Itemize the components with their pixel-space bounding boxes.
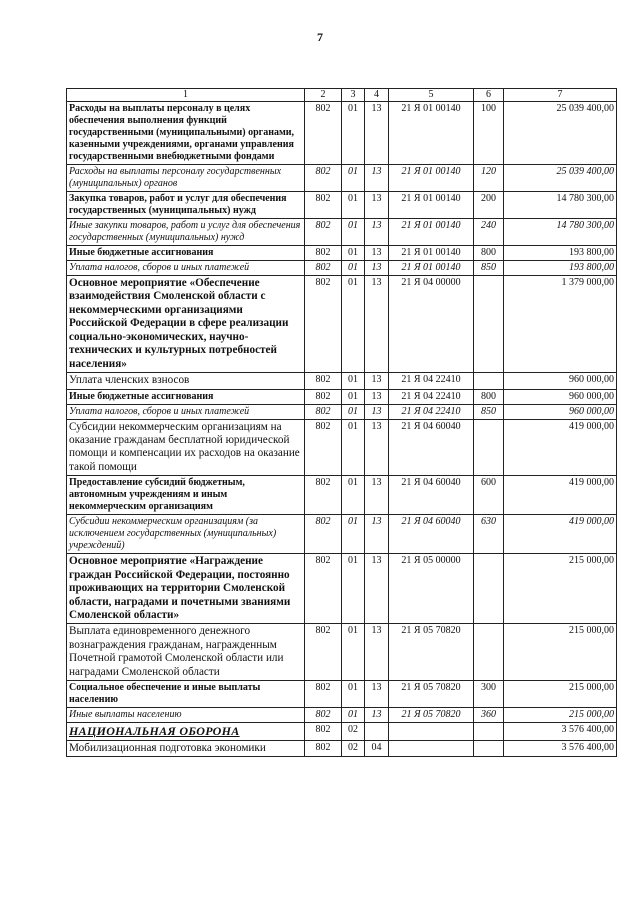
header-col-3: 3	[342, 89, 365, 102]
row-code-3: 01	[342, 554, 365, 624]
row-code-6: 300	[474, 681, 504, 708]
row-amount: 14 780 300,00	[504, 192, 617, 219]
table-row	[67, 404, 617, 419]
row-name: Уплата налогов, сборов и иных платежей	[67, 261, 305, 276]
row-code-2: 802	[305, 389, 342, 404]
table-row	[67, 102, 617, 165]
row-code-4	[365, 723, 389, 740]
row-code-6: 800	[474, 246, 504, 261]
row-name: Основное мероприятие «Обеспечение взаимодействия Смоленской области с некоммерческими организациями Российской Федерации в сфере реализации социально-экономических, научно-технических и культурных потребностей населения»	[67, 276, 305, 373]
row-name: Субсидии некоммерческим организациям (за исключением государственных (муниципальных) учреждений)	[67, 515, 305, 554]
header-col-4: 4	[365, 89, 389, 102]
row-amount: 25 039 400,00	[504, 102, 617, 165]
row-code-5: 21 Я 05 70820	[389, 708, 474, 723]
row-code-6: 630	[474, 515, 504, 554]
row-name: Социальное обеспечение и иные выплаты населению	[67, 681, 305, 708]
row-amount: 960 000,00	[504, 389, 617, 404]
row-name: Мобилизационная подготовка экономики	[67, 740, 305, 756]
row-code-5: 21 Я 01 00140	[389, 192, 474, 219]
row-code-3: 01	[342, 373, 365, 389]
row-name: Уплата членских взносов	[67, 373, 305, 389]
row-amount: 960 000,00	[504, 373, 617, 389]
table-row	[67, 681, 617, 708]
row-code-6	[474, 740, 504, 756]
row-amount: 193 800,00	[504, 246, 617, 261]
row-code-5: 21 Я 01 00140	[389, 261, 474, 276]
row-amount: 3 576 400,00	[504, 740, 617, 756]
row-code-2: 802	[305, 246, 342, 261]
row-name: НАЦИОНАЛЬНАЯ ОБОРОНА	[67, 723, 305, 740]
row-code-4: 13	[365, 681, 389, 708]
row-code-3: 01	[342, 624, 365, 681]
row-code-5: 21 Я 01 00140	[389, 102, 474, 165]
row-code-6	[474, 373, 504, 389]
row-code-4: 13	[365, 219, 389, 246]
row-code-2: 802	[305, 515, 342, 554]
row-code-4: 13	[365, 404, 389, 419]
row-name: Расходы на выплаты персоналу государственных (муниципальных) органов	[67, 165, 305, 192]
row-code-2: 802	[305, 681, 342, 708]
row-code-2: 802	[305, 419, 342, 476]
table-row	[67, 192, 617, 219]
row-name: Субсидии некоммерческим организациям на оказание гражданам бесплатной юридической помощи и компенсации их расходов на оказание такой помощи	[67, 419, 305, 476]
row-name: Выплата единовременного денежного вознаграждения гражданам, награжденным Почетной грамотой Смоленской области или наградами Смоленской области	[67, 624, 305, 681]
row-code-5: 21 Я 05 00000	[389, 554, 474, 624]
row-code-4: 04	[365, 740, 389, 756]
row-name: Иные бюджетные ассигнования	[67, 246, 305, 261]
row-code-5: 21 Я 05 70820	[389, 624, 474, 681]
row-code-4: 13	[365, 261, 389, 276]
row-amount: 960 000,00	[504, 404, 617, 419]
row-amount: 1 379 000,00	[504, 276, 617, 373]
row-code-5: 21 Я 04 22410	[389, 389, 474, 404]
row-code-3: 01	[342, 165, 365, 192]
row-code-4: 13	[365, 276, 389, 373]
row-code-5: 21 Я 01 00140	[389, 165, 474, 192]
row-code-4: 13	[365, 476, 389, 515]
row-code-4: 13	[365, 102, 389, 165]
table-row	[67, 476, 617, 515]
header-col-6: 6	[474, 89, 504, 102]
row-code-5: 21 Я 04 22410	[389, 404, 474, 419]
row-amount: 193 800,00	[504, 261, 617, 276]
row-code-3: 02	[342, 740, 365, 756]
row-code-3: 01	[342, 404, 365, 419]
row-code-3: 01	[342, 261, 365, 276]
row-code-4: 13	[365, 246, 389, 261]
row-amount: 215 000,00	[504, 554, 617, 624]
row-code-4: 13	[365, 708, 389, 723]
row-code-3: 01	[342, 192, 365, 219]
row-amount: 419 000,00	[504, 476, 617, 515]
row-code-4: 13	[365, 389, 389, 404]
row-code-5: 21 Я 01 00140	[389, 219, 474, 246]
row-code-6	[474, 723, 504, 740]
row-code-6	[474, 276, 504, 373]
table-row	[67, 261, 617, 276]
row-code-3: 01	[342, 708, 365, 723]
row-code-2: 802	[305, 554, 342, 624]
table-row	[67, 276, 617, 373]
row-code-6: 850	[474, 404, 504, 419]
row-amount: 215 000,00	[504, 681, 617, 708]
table-row	[67, 419, 617, 476]
row-code-6: 100	[474, 102, 504, 165]
row-code-3: 01	[342, 476, 365, 515]
row-code-2: 802	[305, 708, 342, 723]
header-col-1: 1	[67, 89, 305, 102]
row-code-5: 21 Я 04 22410	[389, 373, 474, 389]
row-code-5: 21 Я 01 00140	[389, 246, 474, 261]
row-code-3: 01	[342, 276, 365, 373]
row-code-4: 13	[365, 165, 389, 192]
row-name: Основное мероприятие «Награждение граждан Российской Федерации, постоянно проживающих на территории Смоленской области, наградами и почетными званиями Смоленской области»	[67, 554, 305, 624]
row-code-5: 21 Я 04 60040	[389, 476, 474, 515]
row-code-3: 01	[342, 515, 365, 554]
row-code-2: 802	[305, 476, 342, 515]
header-col-5: 5	[389, 89, 474, 102]
row-code-2: 802	[305, 404, 342, 419]
row-code-6: 360	[474, 708, 504, 723]
row-code-3: 01	[342, 419, 365, 476]
header-col-2: 2	[305, 89, 342, 102]
row-name: Иные закупки товаров, работ и услуг для обеспечения государственных (муниципальных) нужд	[67, 219, 305, 246]
row-code-2: 802	[305, 723, 342, 740]
row-name: Уплата налогов, сборов и иных платежей	[67, 404, 305, 419]
row-code-2: 802	[305, 102, 342, 165]
row-code-3: 01	[342, 681, 365, 708]
row-code-3: 01	[342, 389, 365, 404]
row-code-5: 21 Я 04 00000	[389, 276, 474, 373]
row-code-6: 120	[474, 165, 504, 192]
row-code-5: 21 Я 04 60040	[389, 419, 474, 476]
row-amount: 215 000,00	[504, 708, 617, 723]
row-code-6: 800	[474, 389, 504, 404]
row-code-6: 200	[474, 192, 504, 219]
row-code-6	[474, 554, 504, 624]
table-row	[67, 723, 617, 740]
row-code-4: 13	[365, 373, 389, 389]
row-code-2: 802	[305, 624, 342, 681]
table-row	[67, 740, 617, 756]
row-code-6: 240	[474, 219, 504, 246]
row-amount: 215 000,00	[504, 624, 617, 681]
table-row	[67, 389, 617, 404]
row-code-2: 802	[305, 219, 342, 246]
page-number: 7	[317, 30, 323, 44]
row-code-2: 802	[305, 740, 342, 756]
row-code-5: 21 Я 05 70820	[389, 681, 474, 708]
table-row	[67, 554, 617, 624]
row-code-4: 13	[365, 624, 389, 681]
row-code-6	[474, 624, 504, 681]
row-code-4: 13	[365, 419, 389, 476]
row-code-5: 21 Я 04 60040	[389, 515, 474, 554]
table-row	[67, 165, 617, 192]
row-code-4: 13	[365, 554, 389, 624]
table-row	[67, 246, 617, 261]
table-row	[67, 219, 617, 246]
row-name: Предоставление субсидий бюджетным, автономным учреждениям и иным некоммерческим организациям	[67, 476, 305, 515]
row-code-6: 600	[474, 476, 504, 515]
row-name: Закупка товаров, работ и услуг для обеспечения государственных (муниципальных) нужд	[67, 192, 305, 219]
row-code-4: 13	[365, 515, 389, 554]
budget-table	[66, 88, 617, 757]
row-name: Иные бюджетные ассигнования	[67, 389, 305, 404]
row-amount: 25 039 400,00	[504, 165, 617, 192]
row-amount: 419 000,00	[504, 419, 617, 476]
table-row	[67, 624, 617, 681]
row-code-5	[389, 740, 474, 756]
row-code-5	[389, 723, 474, 740]
row-code-2: 802	[305, 165, 342, 192]
row-code-3: 02	[342, 723, 365, 740]
row-code-6	[474, 419, 504, 476]
row-amount: 14 780 300,00	[504, 219, 617, 246]
header-col-7: 7	[504, 89, 617, 102]
row-code-6: 850	[474, 261, 504, 276]
row-name: Расходы на выплаты персоналу в целях обеспечения выполнения функций государственными (муниципальными) органами, казенными учреждениями, органами управления государственными внебюджетными фондами	[67, 102, 305, 165]
row-amount: 3 576 400,00	[504, 723, 617, 740]
row-name: Иные выплаты населению	[67, 708, 305, 723]
table-row	[67, 373, 617, 389]
row-code-3: 01	[342, 102, 365, 165]
row-code-4: 13	[365, 192, 389, 219]
row-code-2: 802	[305, 192, 342, 219]
row-code-3: 01	[342, 219, 365, 246]
row-amount: 419 000,00	[504, 515, 617, 554]
row-code-2: 802	[305, 261, 342, 276]
table-row	[67, 515, 617, 554]
row-code-2: 802	[305, 373, 342, 389]
table-row	[67, 708, 617, 723]
row-code-2: 802	[305, 276, 342, 373]
row-code-3: 01	[342, 246, 365, 261]
header-row	[67, 89, 617, 102]
